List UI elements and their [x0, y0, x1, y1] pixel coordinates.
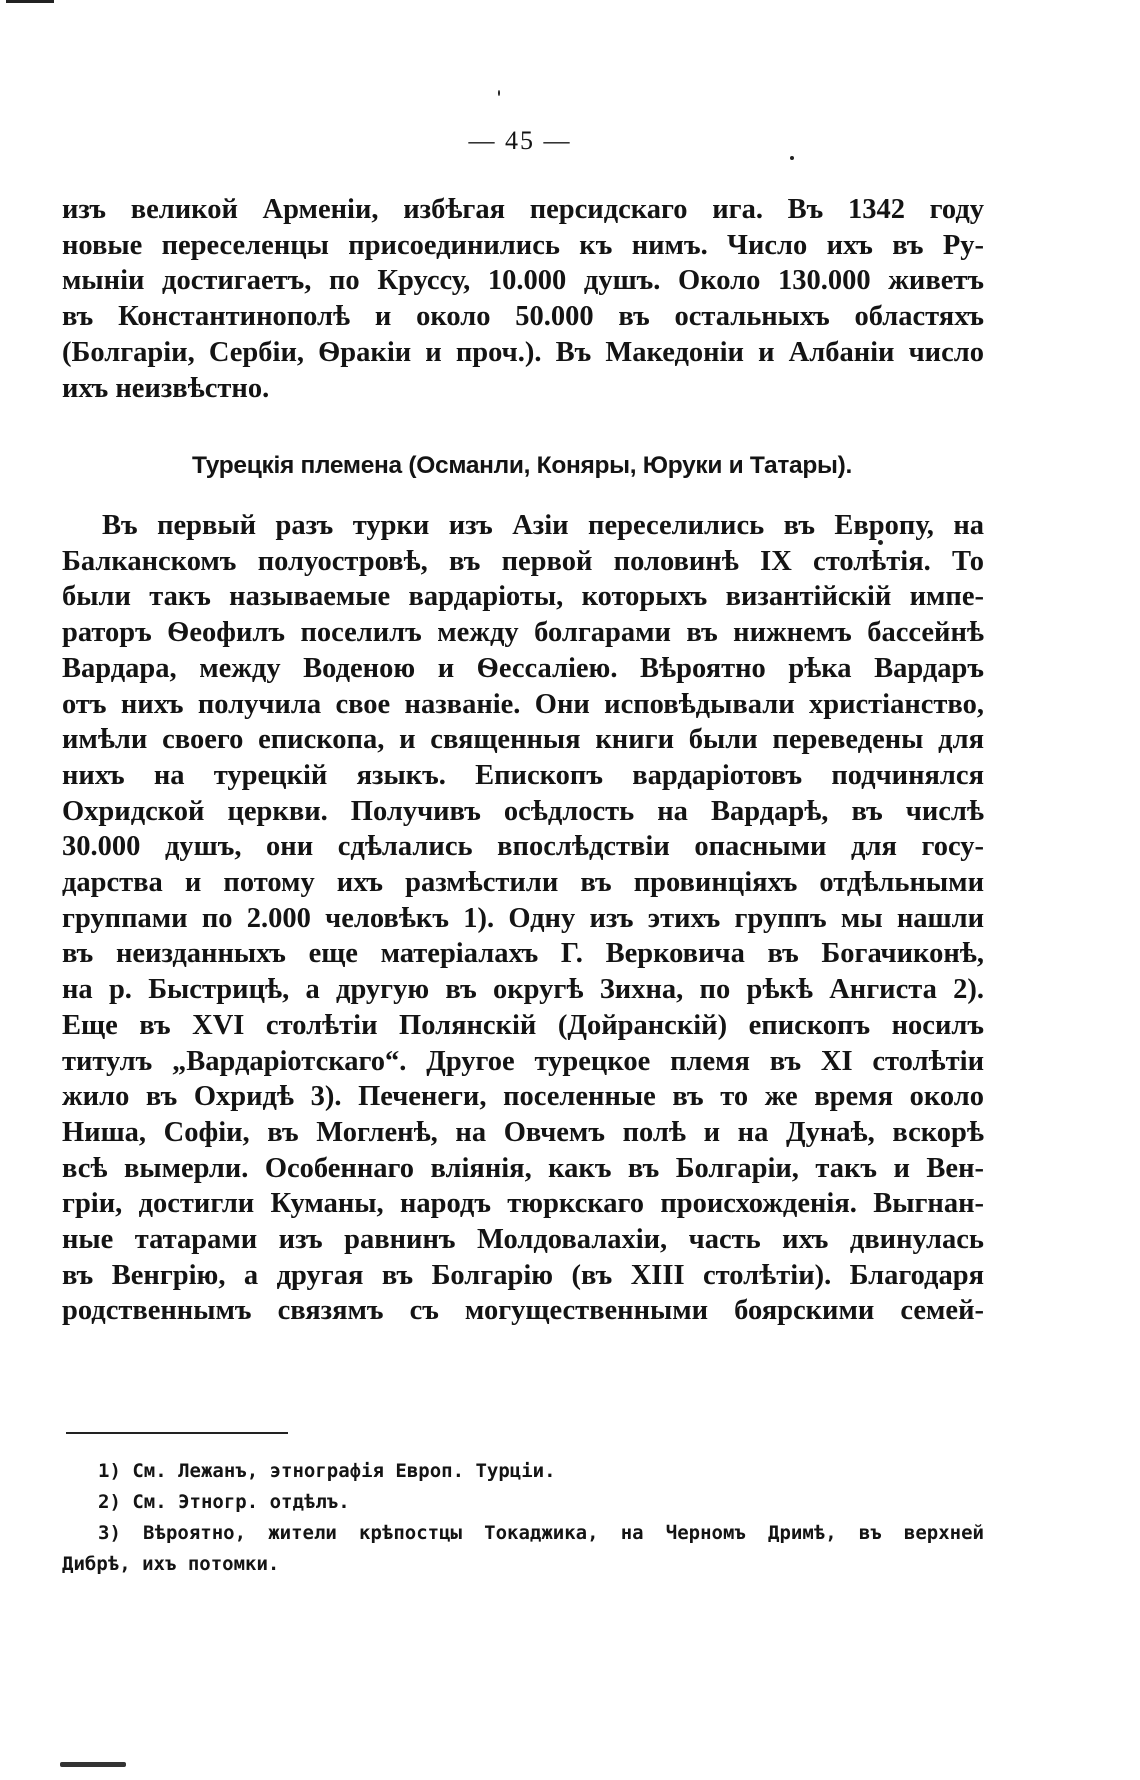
- text-line: титулъ „Вардаріотскаго“. Другое турецкое племя въ XI столѣтіи: [62, 1045, 984, 1077]
- paragraph-2: [62, 508, 984, 1329]
- text-line: на р. Быстрицѣ, а другую въ округѣ Зихна, по рѣкѣ Ангиста 2).: [62, 974, 984, 1006]
- section-heading: Турецкія племена (Османли, Коняры, Юруки и Татары).: [192, 452, 852, 479]
- text-line: новые переселенцы присоединились къ нимъ. Число ихъ въ Ру-: [62, 229, 984, 261]
- footnote-3-continued: Дибрѣ, ихъ потомки.: [62, 1553, 280, 1575]
- text-line: ихъ неизвѣстно.: [62, 372, 270, 404]
- text-line: были такъ называемые вардаріоты, которыхъ византійскій импе-: [62, 581, 984, 613]
- footnote-1: 1) См. Лежанъ, этнографія Европ. Турціи.: [98, 1460, 556, 1482]
- text-line: (Болгаріи, Сербіи, Ѳракіи и проч.). Въ Македоніи и Албаніи число: [62, 336, 984, 368]
- text-line: отъ нихъ получила свое названіе. Они исповѣдывали христіанство,: [62, 688, 984, 720]
- text-line: 30.000 душъ, они сдѣлались впослѣдствіи опасными для госу-: [62, 831, 984, 863]
- text-line: Балканскомъ полуостровѣ, въ первой половинѣ IX столѣтія. То: [62, 545, 984, 577]
- text-line: жило въ Охридѣ 3). Печенеги, поселенные въ то же время около: [62, 1081, 984, 1113]
- text-line: Охридской церкви. Получивъ осѣдлость на Вардарѣ, въ числѣ: [62, 795, 984, 827]
- text-line: мыніи достигаетъ, по Круссу, 10.000 душъ. Около 130.000 живетъ: [62, 265, 984, 297]
- text-line: въ неизданныхъ еще матеріалахъ Г. Верковича въ Богачиконѣ,: [62, 938, 984, 970]
- text-line: въ Венгрію, а другая въ Болгарію (въ XIII столѣтіи). Благодаря: [62, 1259, 984, 1291]
- text-line: Еще въ XVI столѣтіи Полянскій (Дойранскій) епископъ носилъ: [62, 1009, 984, 1041]
- footnote-2: 2) См. Этногр. отдѣлъ.: [98, 1491, 350, 1513]
- text-line: нихъ на турецкій языкъ. Епископъ вардаріотовъ подчинялся: [62, 759, 984, 791]
- text-line: имѣли своего епископа, и священныя книги были переведены для: [62, 724, 984, 756]
- text-line: изъ великой Арменіи, избѣгая персидскаго ига. Въ 1342 году: [62, 194, 984, 225]
- text-line: группами по 2.000 человѣкъ 1). Одну изъ этихъ группъ мы нашли: [62, 902, 984, 934]
- text-line: всѣ вымерли. Особеннаго вліянія, какъ въ Болгаріи, такъ и Вен-: [62, 1152, 984, 1184]
- text-line: Вардара, между Воденою и Ѳессаліею. Вѣроятно рѣка Вардаръ: [62, 652, 984, 684]
- text-line: въ Константинополѣ и около 50.000 въ остальныхъ областяхъ: [62, 301, 984, 333]
- footnotes: [62, 1456, 984, 1580]
- text-line: Ниша, Софіи, въ Могленѣ, на Овчемъ полѣ и на Дунаѣ, вскорѣ: [62, 1116, 984, 1148]
- stray-dot: [790, 156, 794, 160]
- text-line: раторъ Ѳеофилъ поселилъ между болгарами въ нижнемъ бассейнѣ: [62, 617, 984, 649]
- text-line: Въ первый разъ турки изъ Азіи переселились въ Европу, на: [102, 510, 984, 541]
- text-line: родственнымъ связямъ съ могущественными боярскими семей-: [62, 1295, 984, 1327]
- text-line: ные татарами изъ равнинъ Молдовалахіи, часть ихъ двинулась: [62, 1224, 984, 1256]
- text-line: гріи, достигли Куманы, народъ тюркскаго происхожденія. Выгнан-: [62, 1188, 984, 1220]
- text-line: дарства и потому ихъ размѣстили въ провинціяхъ отдѣльными: [62, 867, 984, 899]
- library-stamp-mark: [60, 1762, 126, 1767]
- footnote-divider: [66, 1432, 288, 1434]
- page-number: — 45 —: [468, 126, 572, 155]
- paragraph-1: [62, 192, 984, 406]
- stray-mark: [498, 90, 500, 96]
- corner-mark: [6, 0, 54, 3]
- footnote-3: 3) Вѣроятно, жители крѣпостцы Токаджика, на Черномъ Дримѣ, въ верхней: [98, 1522, 984, 1544]
